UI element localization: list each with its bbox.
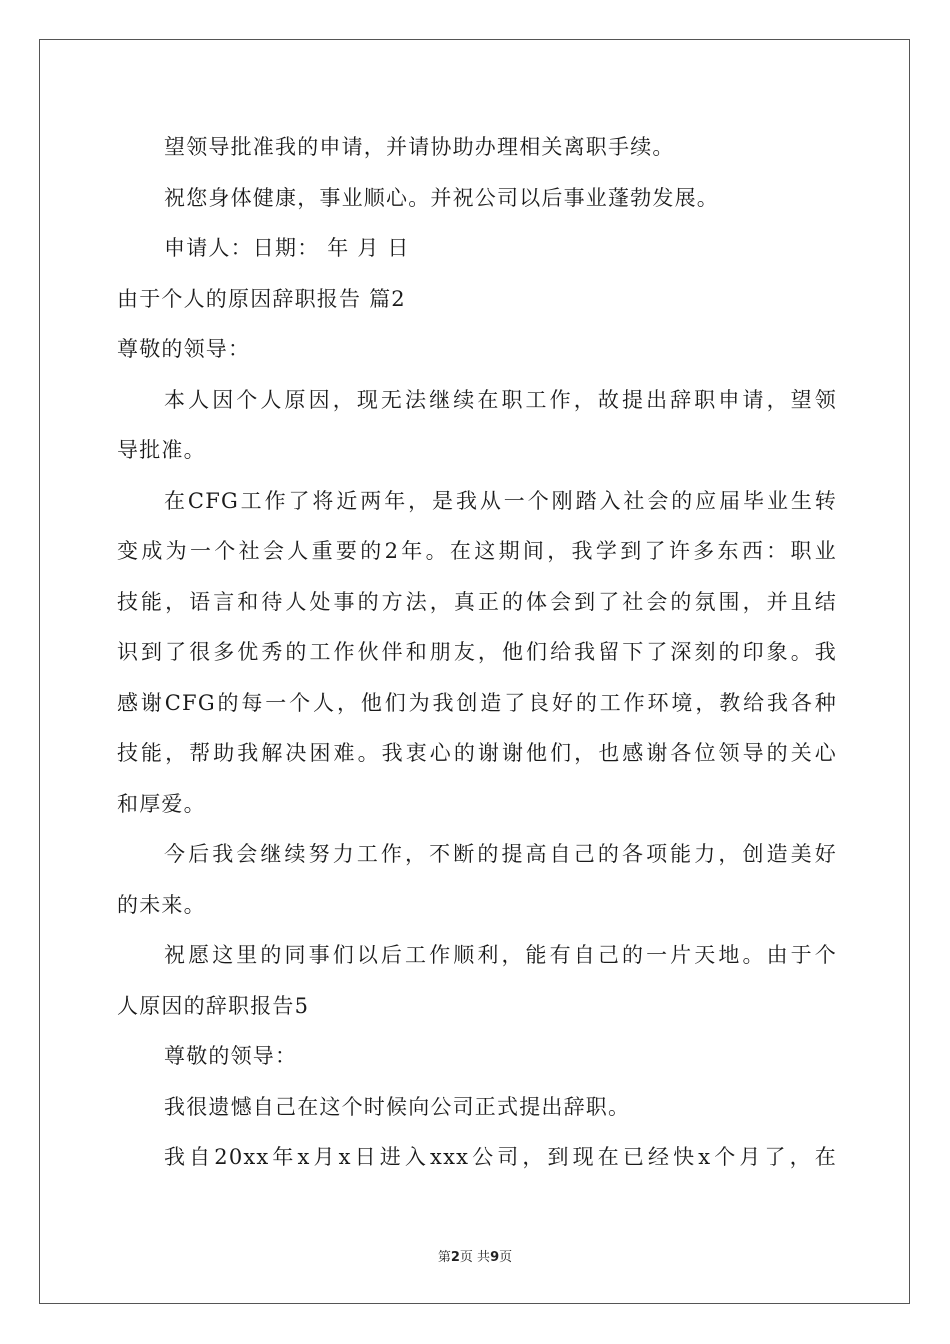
text-line: 望领导批准我的申请，并请协助办理相关离职手续。 <box>164 135 675 159</box>
text-line: 和厚爱。 <box>117 791 206 816</box>
text-line: 我很遗憾自己在这个时候向公司正式提出辞职。 <box>164 1094 631 1119</box>
text-line: 祝愿这里的同事们以后工作顺利，能有自己的一片天地。由于个 <box>164 943 837 967</box>
text-line: 在CFG工作了将近两年，是我从一个刚踏入社会的应届毕业生转 <box>164 488 837 513</box>
document-body <box>117 122 837 1183</box>
text-line: 由于个人的原因辞职报告 篇2 <box>117 286 406 311</box>
text-line: 识到了很多优秀的工作伙伴和朋友，他们给我留下了深刻的印象。我 <box>117 640 837 664</box>
text-line: 技能，语言和待人处事的方法，真正的体会到了社会的氛围，并且结 <box>117 589 837 614</box>
page-footer <box>0 1246 950 1265</box>
footer-middle: 页 共 <box>459 1250 491 1265</box>
text-line: 申请人：日期： 年 月 日 <box>164 236 410 260</box>
text-line: 本人因个人原因，现无法继续在职工作，故提出辞职申请，望领 <box>164 387 837 412</box>
text-line: 技能，帮助我解决困难。我衷心的谢谢他们，也感谢各位领导的关心 <box>117 741 837 765</box>
text-line: 祝您身体健康，事业顺心。并祝公司以后事业蓬勃发展。 <box>164 185 719 210</box>
footer-suffix: 页 <box>499 1250 513 1265</box>
text-line: 感谢CFG的每一个人，他们为我创造了良好的工作环境，教给我各种 <box>117 690 837 715</box>
text-line: 导批准。 <box>117 438 206 462</box>
text-line: 人原因的辞职报告5 <box>117 993 310 1018</box>
text-line: 尊敬的领导： <box>117 337 251 361</box>
current-page-number: 2 <box>450 1250 460 1265</box>
total-page-number: 9 <box>490 1250 500 1265</box>
text-line: 尊敬的领导： <box>164 1044 298 1068</box>
text-line: 变成为一个社会人重要的2年。在这期间，我学到了许多东西：职业 <box>117 539 837 563</box>
footer-prefix: 第 <box>437 1250 451 1265</box>
text-line: 的未来。 <box>117 892 206 917</box>
text-line: 今后我会继续努力工作，不断的提高自己的各项能力，创造美好 <box>164 842 837 866</box>
text-line: 我自20xx年x月x日进入xxx公司，到现在已经快x个月了，在 <box>164 1145 837 1169</box>
